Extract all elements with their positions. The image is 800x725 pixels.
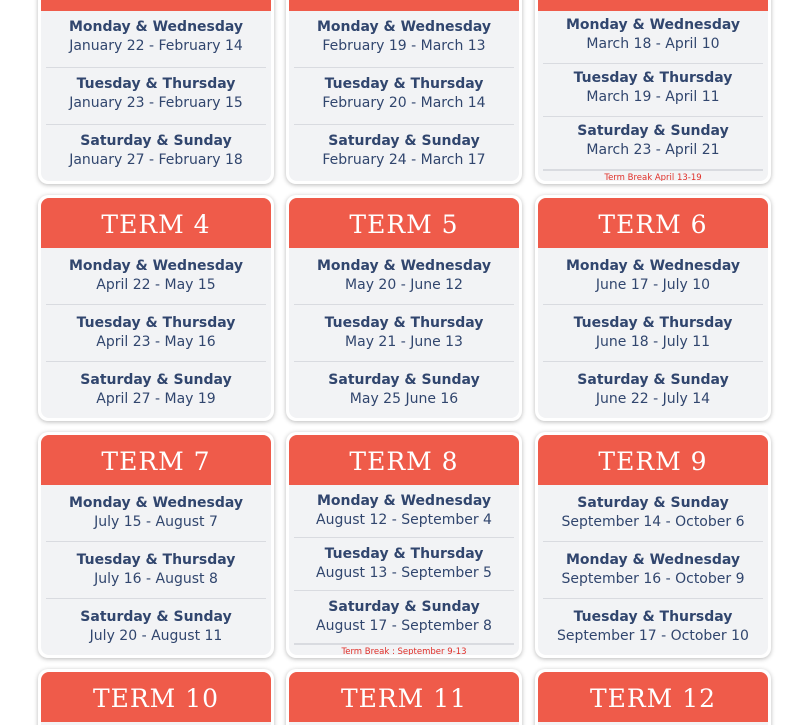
session-days: Saturday & Sunday [577,123,729,139]
session-dates: September 14 - October 6 [561,514,745,530]
session [543,11,763,64]
session-days: Saturday & Sunday [328,599,480,615]
session-dates: February 24 - March 17 [322,152,486,168]
session-dates: June 22 - July 14 [595,391,711,407]
session-days: Saturday & Sunday [328,133,480,149]
session [294,305,514,362]
term-header: TERM 7 [41,435,271,485]
term-header [289,0,519,11]
session [46,362,266,418]
term-card-7 [38,432,274,658]
session-dates: January 23 - February 15 [69,95,243,111]
session-dates: September 16 - October 9 [561,571,745,587]
session [46,248,266,305]
session [543,362,763,418]
session-days: Saturday & Sunday [80,133,232,149]
session-days: Tuesday & Thursday [324,315,484,331]
session-days: Tuesday & Thursday [76,315,236,331]
session-days: Monday & Wednesday [316,258,492,274]
session-days: Tuesday & Thursday [573,609,733,625]
session [543,542,763,599]
session-days: Monday & Wednesday [316,493,492,509]
term-header: TERM 12 [538,672,768,722]
term-header: TERM 4 [41,198,271,248]
session-dates: January 22 - February 14 [69,38,243,54]
session [294,485,514,538]
session-dates: May 21 - June 13 [345,334,463,350]
session-dates: August 17 - September 8 [316,618,492,634]
session-dates: February 19 - March 13 [322,38,486,54]
session-days: Saturday & Sunday [328,372,480,388]
session-dates: April 27 - May 19 [96,391,216,407]
session [46,125,266,181]
session-days: Monday & Wednesday [316,19,492,35]
term-header: TERM 10 [41,672,271,722]
session [543,248,763,305]
term-break-note: Term Break April 13-19 [543,170,763,181]
term-header [538,0,768,11]
session-dates: June 17 - July 10 [595,277,711,293]
term-card-2 [286,0,522,184]
session [543,64,763,117]
session [294,538,514,591]
term-card-6 [535,195,771,421]
session-days: Monday & Wednesday [68,19,244,35]
session-days: Saturday & Sunday [577,372,729,388]
session-days: Monday & Wednesday [68,258,244,274]
session-days: Tuesday & Thursday [76,76,236,92]
term-header [41,0,271,11]
term-card-9 [535,432,771,658]
session-days: Saturday & Sunday [577,495,729,511]
session [294,125,514,181]
session-dates: March 19 - April 11 [586,89,720,105]
session [46,485,266,542]
session [294,11,514,68]
session-dates: April 22 - May 15 [96,277,216,293]
session [543,599,763,655]
session-dates: May 25 June 16 [349,391,459,407]
session-days: Tuesday & Thursday [573,70,733,86]
session-dates: August 13 - September 5 [316,565,492,581]
session-dates: June 18 - July 11 [595,334,711,350]
term-card-11 [286,669,522,725]
session [46,11,266,68]
session-days: Monday & Wednesday [565,17,741,33]
session [543,485,763,542]
session [46,305,266,362]
session [294,362,514,418]
term-card-5 [286,195,522,421]
term-header: TERM 9 [538,435,768,485]
term-card-10 [38,669,274,725]
session-days: Tuesday & Thursday [76,552,236,568]
session-dates: January 27 - February 18 [69,152,243,168]
session-days: Saturday & Sunday [80,372,232,388]
session-days: Tuesday & Thursday [324,76,484,92]
term-card-4 [38,195,274,421]
session [543,117,763,170]
session-dates: July 15 - August 7 [94,514,218,530]
term-header: TERM 5 [289,198,519,248]
session-dates: August 12 - September 4 [316,512,492,528]
term-card-1 [38,0,274,184]
session-days: Saturday & Sunday [80,609,232,625]
session [294,68,514,125]
session-dates: February 20 - March 14 [322,95,486,111]
session-days: Tuesday & Thursday [324,546,484,562]
session [294,248,514,305]
session-dates: September 17 - October 10 [557,628,749,644]
term-header: TERM 6 [538,198,768,248]
session-days: Monday & Wednesday [565,258,741,274]
session-dates: July 20 - August 11 [89,628,223,644]
session [46,599,266,655]
session-days: Tuesday & Thursday [573,315,733,331]
session-dates: July 16 - August 8 [94,571,218,587]
session-days: Monday & Wednesday [68,495,244,511]
session [543,305,763,362]
session-dates: April 23 - May 16 [96,334,216,350]
term-card-12 [535,669,771,725]
term-header: TERM 11 [289,672,519,722]
term-card-8 [286,432,522,658]
session-dates: March 23 - April 21 [586,142,720,158]
session [46,68,266,125]
session-dates: May 20 - June 12 [345,277,463,293]
session-days: Monday & Wednesday [565,552,741,568]
session [46,542,266,599]
term-card-3 [535,0,771,184]
session-dates: March 18 - April 10 [586,36,720,52]
session [294,591,514,644]
term-break-note: Term Break : September 9-13 [294,644,514,655]
term-header: TERM 8 [289,435,519,485]
